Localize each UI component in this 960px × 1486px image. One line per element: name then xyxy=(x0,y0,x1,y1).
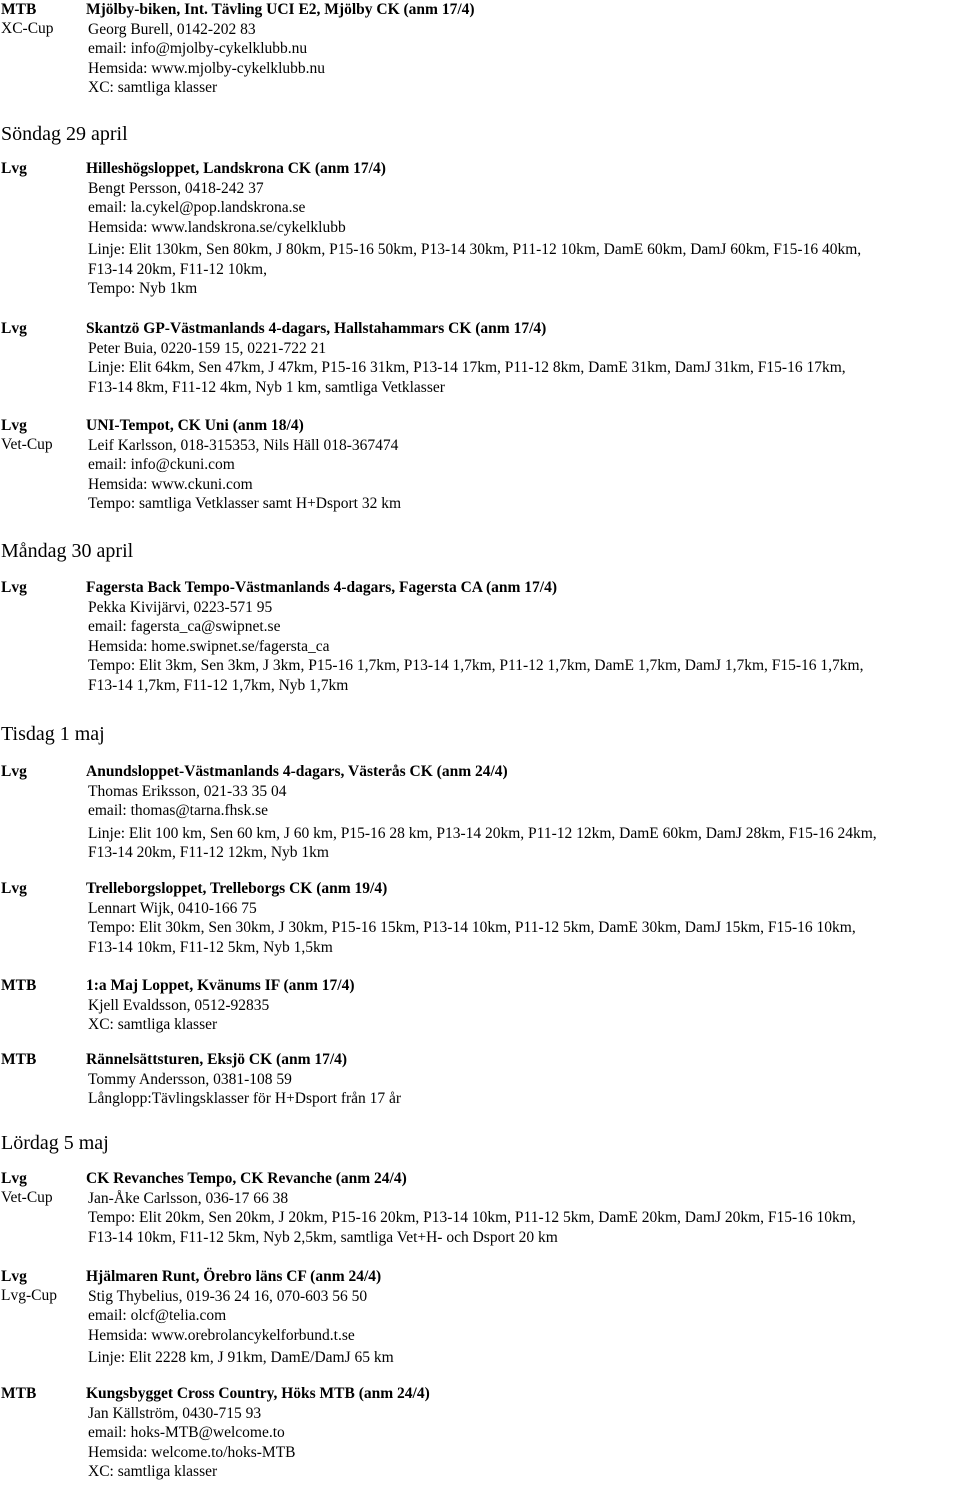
event-contact: Jan-Åke Carlsson, 036-17 66 38 xyxy=(88,1189,289,1207)
event-classes: Tempo: Nyb 1km xyxy=(88,280,198,297)
event-classes: XC: samtliga klasser xyxy=(88,1463,218,1480)
event-website: Hemsida: www.mjolby-cykelklubb.nu xyxy=(88,59,326,77)
event-classes: F13-14 10km, F11-12 5km, Nyb 2,5km, samtliga Vet+H- och Dsport 20 km xyxy=(88,1228,558,1246)
event-contact: Tommy Andersson, 0381-108 59 xyxy=(88,1070,292,1088)
event-title: Trelleborgsloppet, Trelleborgs CK (anm 19/4) xyxy=(86,880,388,897)
event-type-label: Lvg xyxy=(1,320,27,337)
day-heading: Söndag 29 april xyxy=(1,123,128,145)
event-email: email: info@mjolby-cykelklubb.nu xyxy=(88,40,308,57)
event-contact: Stig Thybelius, 019-36 24 16, 070-603 56 50 xyxy=(88,1287,368,1305)
event-title: Fagersta Back Tempo-Västmanlands 4-dagars, Fagersta CA (anm 17/4) xyxy=(86,579,558,596)
event-classes: XC: samtliga klasser xyxy=(88,79,218,96)
event-contact: Kjell Evaldsson, 0512-92835 xyxy=(88,996,270,1014)
event-contact: Jan Källström, 0430-715 93 xyxy=(88,1404,262,1422)
event-email: email: thomas@tarna.fhsk.se xyxy=(88,802,268,819)
event-type-label: Lvg xyxy=(1,1170,27,1187)
event-type-label: MTB xyxy=(1,1,37,18)
event-email: email: info@ckuni.com xyxy=(88,456,235,473)
event-classes: F13-14 20km, F11-12 10km, xyxy=(88,260,267,278)
event-email: email: fagersta_ca@swipnet.se xyxy=(88,618,281,635)
event-classes: Linje: Elit 100 km, Sen 60 km, J 60 km, P15-16 28 km, P13-14 20km, P11-12 12km, DamE 60km, DamJ 28km, F15-16 24km, xyxy=(88,824,877,842)
event-classes: Tempo: Elit 20km, Sen 20km, J 20km, P15-16 20km, P13-14 10km, P11-12 5km, DamE 20km, DamJ 20km, F15-16 10km, xyxy=(88,1209,856,1226)
event-website: Hemsida: www.orebrolancykelforbund.t.se xyxy=(88,1326,355,1344)
event-contact: Pekka Kivijärvi, 0223-571 95 xyxy=(88,598,273,616)
event-type-label: MTB xyxy=(1,1051,37,1068)
event-cup-label: Lvg-Cup xyxy=(1,1287,57,1304)
event-classes: Linje: Elit 130km, Sen 80km, J 80km, P15-16 50km, P13-14 30km, P11-12 10km, DamE 60km, DamJ 60km, F15-16 40km, xyxy=(88,241,862,258)
event-contact: Leif Karlsson, 018-315353, Nils Häll 018-367474 xyxy=(88,436,399,454)
event-title: UNI-Tempot, CK Uni (anm 18/4) xyxy=(86,417,304,434)
event-title: CK Revanches Tempo, CK Revanche (anm 24/4) xyxy=(86,1170,407,1187)
event-classes: Tempo: Elit 3km, Sen 3km, J 3km, P15-16 1,7km, P13-14 1,7km, P11-12 1,7km, DamE 1,7km, DamJ 1,7km, F15-16 1,7km, xyxy=(88,657,864,674)
event-type-label: Lvg xyxy=(1,880,27,897)
event-contact: Georg Burell, 0142-202 83 xyxy=(88,20,256,38)
event-classes: F13-14 1,7km, F11-12 1,7km, Nyb 1,7km xyxy=(88,676,349,694)
day-heading: Måndag 30 april xyxy=(1,540,134,562)
event-title: Rännelsättsturen, Eksjö CK (anm 17/4) xyxy=(86,1051,348,1068)
event-email: email: la.cykel@pop.landskrona.se xyxy=(88,199,306,216)
event-classes: Tempo: samtliga Vetklasser samt H+Dsport 32 km xyxy=(88,495,402,512)
event-classes: F13-14 10km, F11-12 5km, Nyb 1,5km xyxy=(88,938,333,956)
event-type-label: Lvg xyxy=(1,579,27,596)
event-cup-label: XC-Cup xyxy=(1,20,54,37)
event-classes: F13-14 8km, F11-12 4km, Nyb 1 km, samtliga Vetklasser xyxy=(88,378,445,396)
event-classes: F13-14 20km, F11-12 12km, Nyb 1km xyxy=(88,844,329,861)
event-type-label: Lvg xyxy=(1,160,27,177)
event-cup-label: Vet-Cup xyxy=(1,436,53,453)
event-title: 1:a Maj Loppet, Kvänums IF (anm 17/4) xyxy=(86,977,355,994)
event-contact: Lennart Wijk, 0410-166 75 xyxy=(88,899,257,917)
event-classes: Långlopp:Tävlingsklasser för H+Dsport från 17 år xyxy=(88,1090,402,1107)
event-classes: Linje: Elit 2228 km, J 91km, DamE/DamJ 65 km xyxy=(88,1349,394,1366)
event-email: email: hoks-MTB@welcome.to xyxy=(88,1424,285,1441)
event-title: Skantzö GP-Västmanlands 4-dagars, Hallstahammars CK (anm 17/4) xyxy=(86,320,547,337)
event-website: Hemsida: www.ckuni.com xyxy=(88,475,253,493)
event-title: Anundsloppet-Västmanlands 4-dagars, Västerås CK (anm 24/4) xyxy=(86,763,508,780)
event-title: Kungsbygget Cross Country, Höks MTB (anm 24/4) xyxy=(86,1385,430,1402)
event-email: email: olcf@telia.com xyxy=(88,1307,227,1324)
event-website: Hemsida: www.landskrona.se/cykelklubb xyxy=(88,218,346,236)
event-type-label: Lvg xyxy=(1,763,27,780)
event-contact: Thomas Eriksson, 021-33 35 04 xyxy=(88,782,287,800)
event-type-label: Lvg xyxy=(1,417,27,434)
event-classes: XC: samtliga klasser xyxy=(88,1016,218,1033)
event-classes: Linje: Elit 64km, Sen 47km, J 47km, P15-16 31km, P13-14 17km, P11-12 8km, DamE 31km, DamJ 31km, F15-16 17km, xyxy=(88,359,846,376)
event-type-label: MTB xyxy=(1,1385,37,1402)
event-website: Hemsida: welcome.to/hoks-MTB xyxy=(88,1443,296,1461)
event-type-label: Lvg xyxy=(1,1268,27,1285)
event-classes: Tempo: Elit 30km, Sen 30km, J 30km, P15-16 15km, P13-14 10km, P11-12 5km, DamE 30km, DamJ 15km, F15-16 10km, xyxy=(88,919,856,936)
event-title: Hilleshögsloppet, Landskrona CK (anm 17/4) xyxy=(86,160,386,177)
event-title: Mjölby-biken, Int. Tävling UCI E2, Mjölby CK (anm 17/4) xyxy=(86,1,475,18)
event-cup-label: Vet-Cup xyxy=(1,1189,53,1206)
event-contact: Bengt Persson, 0418-242 37 xyxy=(88,179,264,197)
day-heading: Lördag 5 maj xyxy=(1,1132,109,1154)
event-website: Hemsida: home.swipnet.se/fagersta_ca xyxy=(88,637,330,655)
event-title: Hjälmaren Runt, Örebro läns CF (anm 24/4) xyxy=(86,1268,382,1285)
event-type-label: MTB xyxy=(1,977,37,994)
day-heading: Tisdag 1 maj xyxy=(1,723,105,745)
event-contact: Peter Buia, 0220-159 15, 0221-722 21 xyxy=(88,339,327,357)
